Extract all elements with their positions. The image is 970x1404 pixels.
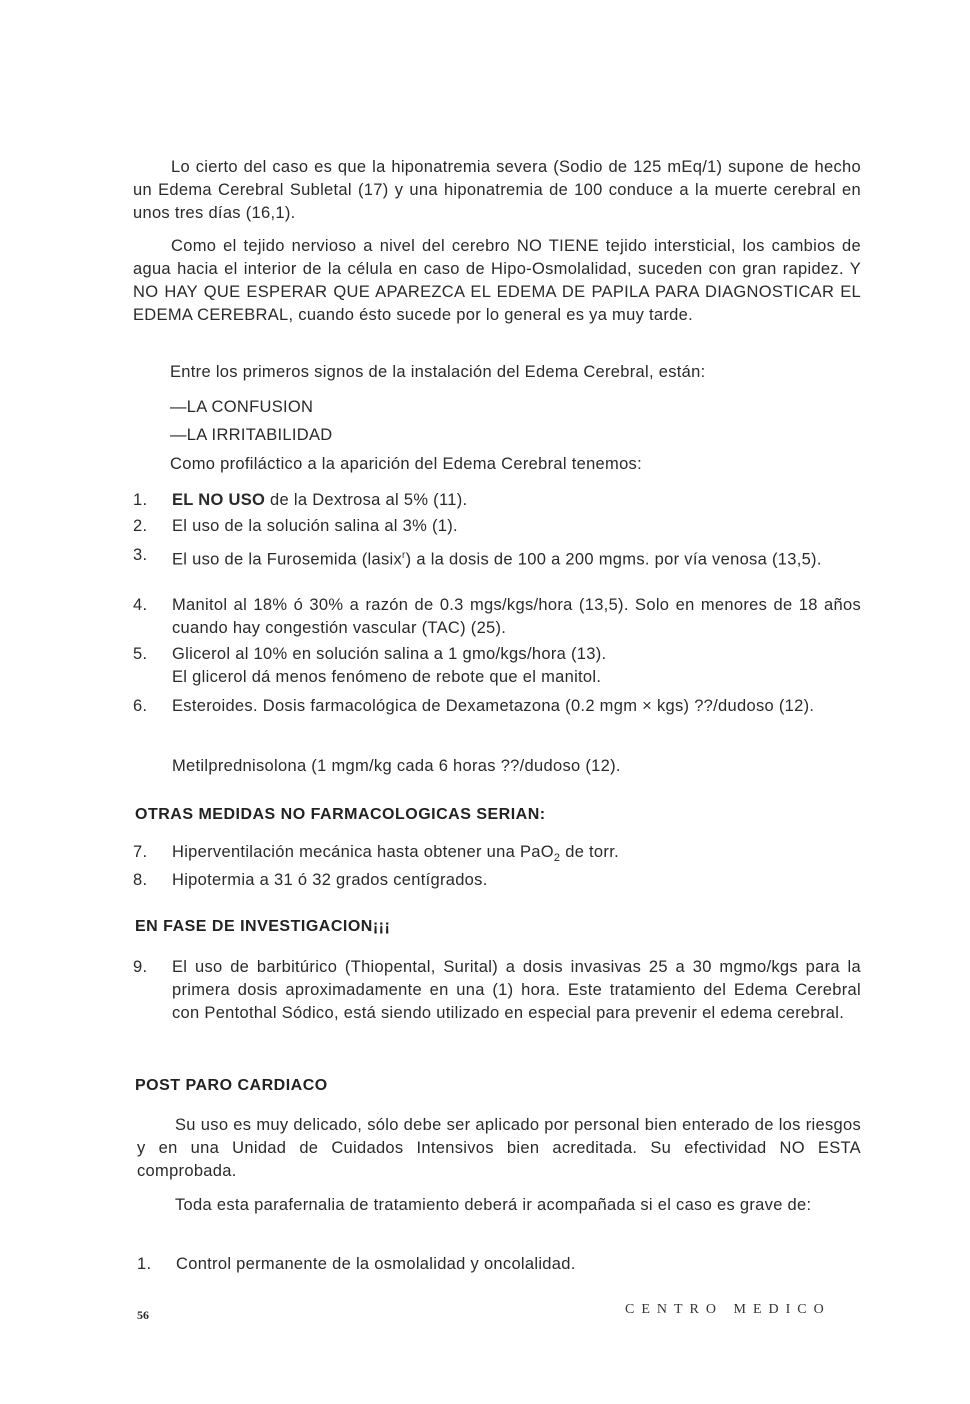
list-item-3 <box>133 544 861 572</box>
item-number: 8. <box>133 871 148 889</box>
subscript-2: 2 <box>553 852 561 864</box>
list-item-8 <box>133 869 861 892</box>
item-number: 1. <box>133 491 148 509</box>
metilprednisolona-line: Metilprednisolona (1 mgm/kg cada 6 horas ??/dudoso (12). <box>172 757 621 775</box>
item-text: Esteroides. Dosis farmacológica de Dexametazona (0.2 mgm × kgs) ??/dudoso (12). <box>172 697 815 715</box>
paragraph-hiponatremia: Lo cierto del caso es que la hiponatremia severa (Sodio de 125 mEq/1) supone de hecho un Edema Cerebral Subletal (17) y una hiponatremia de 100 conduce a la muerte cerebral en unos tres días (16,1). <box>133 158 861 222</box>
sign-irritabilidad: —LA IRRITABILIDAD <box>170 426 333 444</box>
heading-otras-medidas: OTRAS MEDIDAS NO FARMACOLOGICAS SERIAN: <box>135 806 546 823</box>
item-number: 2. <box>133 517 148 535</box>
item-text: Glicerol al 10% en solución salina a 1 gmo/kgs/hora (13). <box>172 645 607 663</box>
item-text: de la Dextrosa al 5% (11). <box>265 491 468 509</box>
item-text-line2: El glicerol dá menos fenómeno de rebote que el manitol. <box>172 668 602 686</box>
prophylactic-intro: Como profiláctico a la aparición del Edema Cerebral tenemos: <box>170 455 642 473</box>
item-number: 6. <box>133 697 148 715</box>
paragraph-parafernalia: Toda esta parafernalia de tratamiento deberá ir acompañada si el caso es grave de: <box>175 1196 812 1214</box>
item-number: 9. <box>133 958 148 976</box>
item-number: 4. <box>133 596 148 614</box>
item-text: Hiperventilación mecánica hasta obtener una PaO <box>172 843 554 861</box>
registered-superscript: r <box>402 550 406 561</box>
item-text-continued: de torr. <box>560 843 619 861</box>
item-text: El uso de barbitúrico (Thiopental, Surital) a dosis invasivas 25 a 30 mgmo/kgs para la primera dosis aproximadamente en una (1) hora. Este tratamiento del Edema Cerebral con Pentothal Sódico, está siendo utilizado en especial para prevenir el edema cerebral. <box>172 958 861 1022</box>
publication-title: CENTRO MEDICO <box>625 1302 831 1317</box>
list-item-9 <box>133 956 861 1025</box>
item-number: 7. <box>133 843 148 861</box>
list-item-1 <box>133 489 861 512</box>
item-number: 3. <box>133 546 148 564</box>
heading-post-paro: POST PARO CARDIACO <box>135 1077 328 1094</box>
sign-confusion: —LA CONFUSION <box>170 398 314 416</box>
heading-investigacion: EN FASE DE INVESTIGACION¡¡¡ <box>135 918 391 935</box>
item-number: 1. <box>137 1255 152 1273</box>
page-number: 56 <box>137 1308 149 1322</box>
list-item-4 <box>133 594 861 640</box>
item-text: El uso de la Furosemida (lasix <box>172 550 403 569</box>
list-item-7 <box>133 841 861 864</box>
list-item-6 <box>133 695 861 718</box>
item-bold-text: EL NO USO <box>172 491 266 509</box>
signs-intro: Entre los primeros signos de la instalación del Edema Cerebral, están: <box>170 363 706 381</box>
paragraph-post-paro: Su uso es muy delicado, sólo debe ser aplicado por personal bien enterado de los riesgos y en una Unidad de Cuidados Intensivos bien acreditada. Su efectividad NO ESTA comprobada. <box>137 1116 861 1180</box>
item-text: Manitol al 18% ó 30% a razón de 0.3 mgs/kgs/hora (13,5). Solo en menores de 18 años cuando hay congestión vascular (TAC) (25). <box>172 596 861 637</box>
list-item-5 <box>133 643 861 689</box>
item-text: Control permanente de la osmolalidad y oncolalidad. <box>176 1255 576 1273</box>
paragraph-tejido-nervioso: Como el tejido nervioso a nivel del cerebro NO TIENE tejido intersticial, los cambios de agua hacia el interior de la célula en caso de Hipo-Osmolalidad, suceden con gran rapidez. Y NO HAY QUE ESPERAR QUE APAREZCA EL EDEMA DE PAPILA PARA DIAGNOSTICAR EL EDEMA CEREBRAL, cuando ésto sucede por lo general es ya muy tarde. <box>133 237 861 324</box>
list-item-2 <box>133 515 861 538</box>
list-item-post-1 <box>137 1253 861 1276</box>
item-number: 5. <box>133 645 148 663</box>
item-text: Hipotermia a 31 ó 32 grados centígrados. <box>172 871 488 889</box>
item-text: El uso de la solución salina al 3% (1). <box>172 517 458 535</box>
item-text-continued: ) a la dosis de 100 a 200 mgms. por vía venosa (13,5). <box>405 550 822 569</box>
